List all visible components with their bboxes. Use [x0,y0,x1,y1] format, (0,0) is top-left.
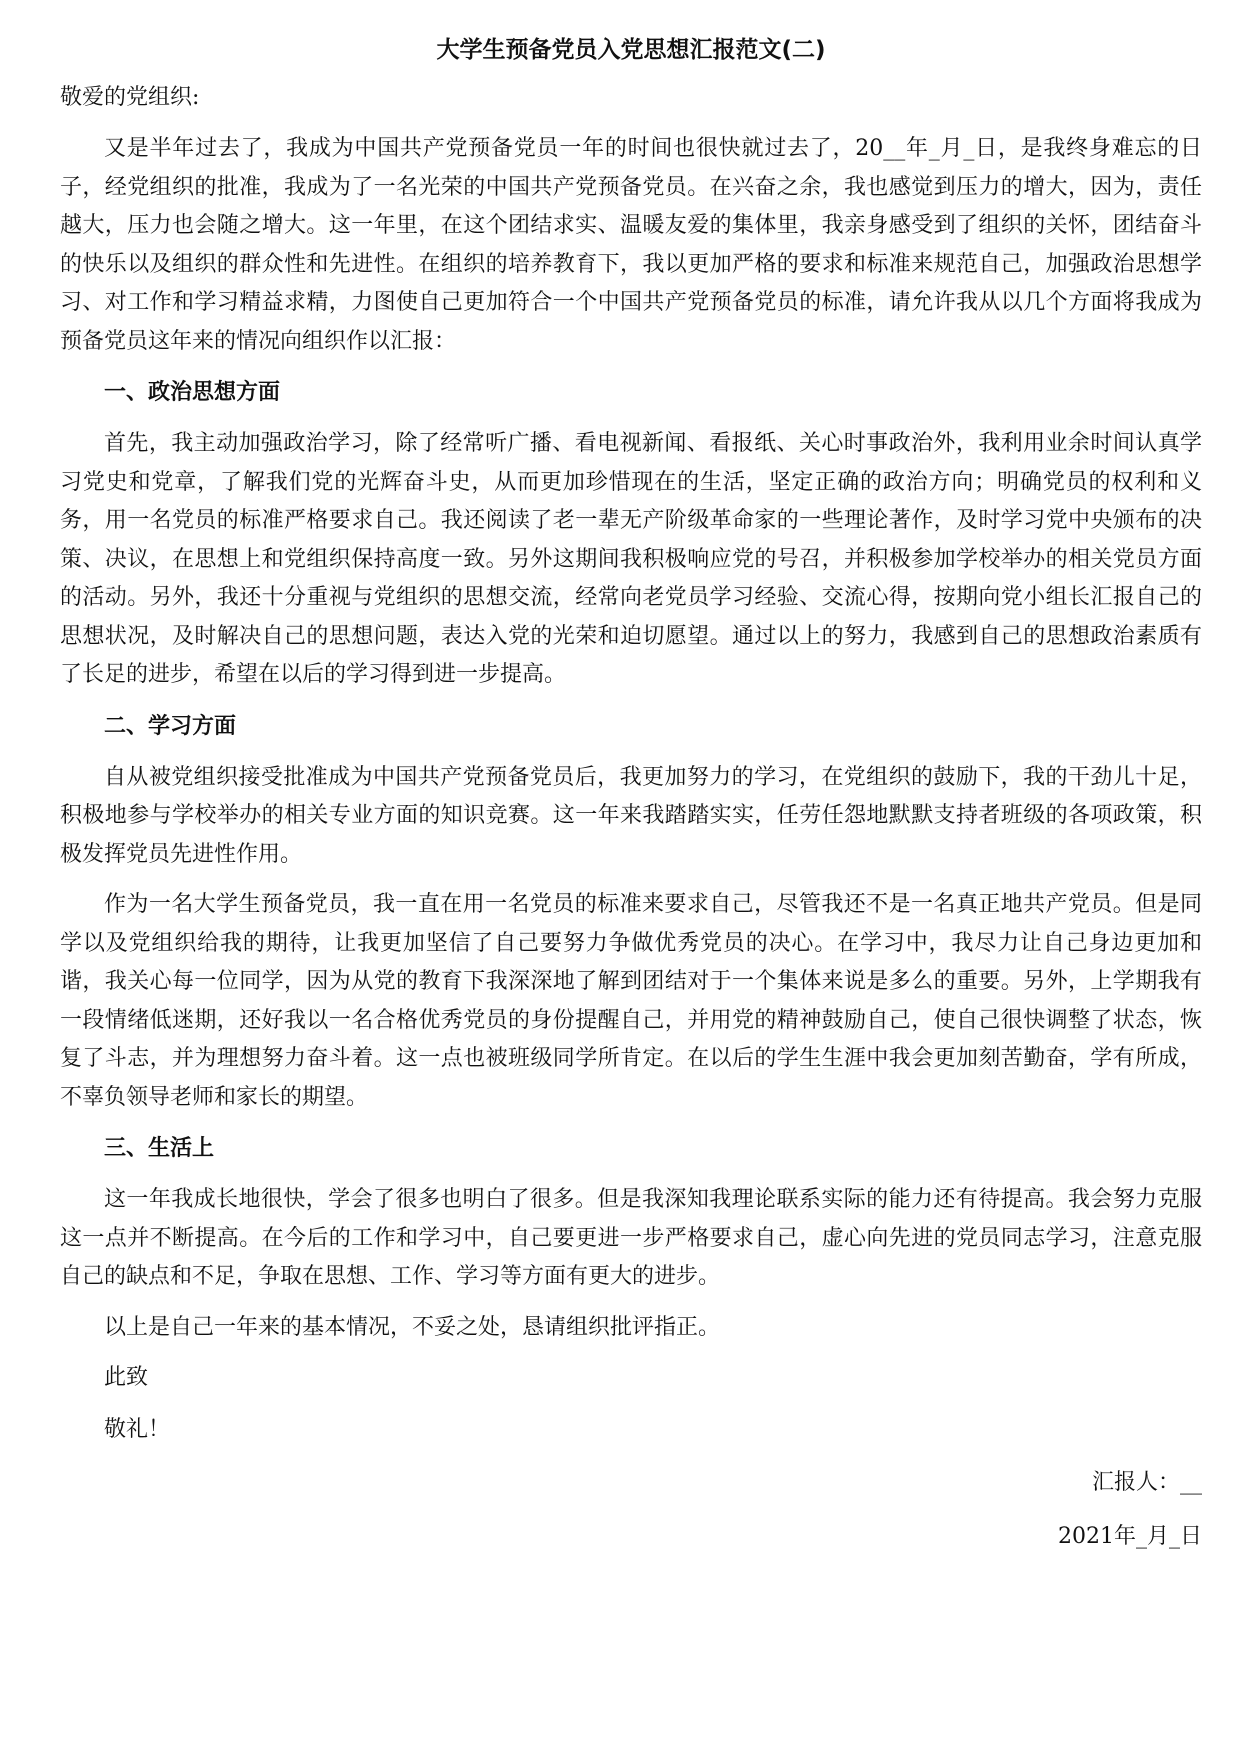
section-heading-study: 二、学习方面 [104,713,237,739]
salutation: 敬爱的党组织: [60,85,200,110]
document-page [60,28,1202,1571]
intro-paragraph: 又是半年过去了，我成为中国共产党预备党员一年的时间也很快就过去了，20__年_月_日，是我终身难忘的日子，经党组织的批准，我成为了一名光荣的中国共产党预备党员。在兴奋之余，我也感觉到压力的增大，因为，责任越大，压力也会随之增大。这一年里，在这个团结求实、温暖友爱的集体里，我亲身感受到了组织的关怀，团结奋斗的快乐以及组织的群众性和先进性。在组织的培养教育下，我以更加严格的要求和标准来规范自己，加强政治思想学习、对工作和学习精益求精，力图使自己更加符合一个中国共产党预备党员的标准，请允许我从以几个方面将我成为预备党员这年来的情况向组织作以汇报： [60,136,1202,354]
section-heading-politics: 一、政治思想方面 [104,380,281,405]
document-title: 大学生预备党员入党思想汇报范文(二) [436,37,826,63]
life-paragraph: 这一年我成长地很快，学会了很多也明白了很多。但是我深知我理论联系实际的能力还有待提高。我会努力克服这一点并不断提高。在今后的工作和学习中，自己要更进一步严格要求自己，虚心向先进的党员同志学习，注意克服自己的缺点和不足，争取在思想、工作、学习等方面有更大的进步。 [60,1187,1202,1289]
politics-paragraph: 首先，我主动加强政治学习，除了经常听广播、看电视新闻、看报纸、关心时事政治外，我利用业余时间认真学习党史和党章，了解我们党的光辉奋斗史，从而更加珍惜现在的生活，坚定正确的政治方向；明确党员的权利和义务，用一名党员的标准严格要求自己。我还阅读了老一辈无产阶级革命家的一些理论著作，及时学习党中央颁布的决策、决议，在思想上和党组织保持高度一致。另外这期间我积极响应党的号召，并积极参加学校举办的相关党员方面的活动。另外，我还十分重视与党组织的思想交流，经常向老党员学习经验、交流心得，按期向党小组长汇报自己的思想状况，及时解决自己的思想问题，表达入党的光荣和迫切愿望。通过以上的努力，我感到自己的思想政治素质有了长足的进步，希望在以后的学习得到进一步提高。 [60,431,1202,687]
closing-salute-1: 此致 [104,1365,149,1390]
reporter-signature: 汇报人：__ [1091,1470,1202,1495]
study-paragraph-2: 作为一名大学生预备党员，我一直在用一名党员的标准来要求自己，尽管我还不是一名真正地共产党员。但是同学以及党组织给我的期待，让我更加坚信了自己要努力争做优秀党员的决心。在学习中，我尽力让自己身边更加和谐，我关心每一位同学，因为从党的教育下我深深地了解到团结对于一个集体来说是多么的重要。另外，上学期我有一段情绪低迷期，还好我以一名合格优秀党员的身份提醒自己，并用党的精神鼓励自己，使自己很快调整了状态，恢复了斗志，并为理想努力奋斗着。这一点也被班级同学所肯定。在以后的学生生涯中我会更加刻苦勤奋，学有所成，不辜负领导老师和家长的期望。 [60,892,1202,1110]
section-heading-life: 三、生活上 [104,1136,215,1161]
study-paragraph-1: 自从被党组织接受批准成为中国共产党预备党员后，我更加努力的学习，在党组织的鼓励下，我的干劲儿十足，积极地参与学校举办的相关专业方面的知识竞赛。这一年来我踏踏实实，任劳任怨地默默支持者班级的各项政策，积极发挥党员先进性作用。 [60,764,1202,867]
report-date: 2021年_月_日 [1058,1524,1202,1549]
closing-salute-2: 敬礼！ [104,1417,171,1442]
conclusion-paragraph: 以上是自己一年来的基本情况，不妥之处，恳请组织批评指正。 [104,1314,721,1340]
